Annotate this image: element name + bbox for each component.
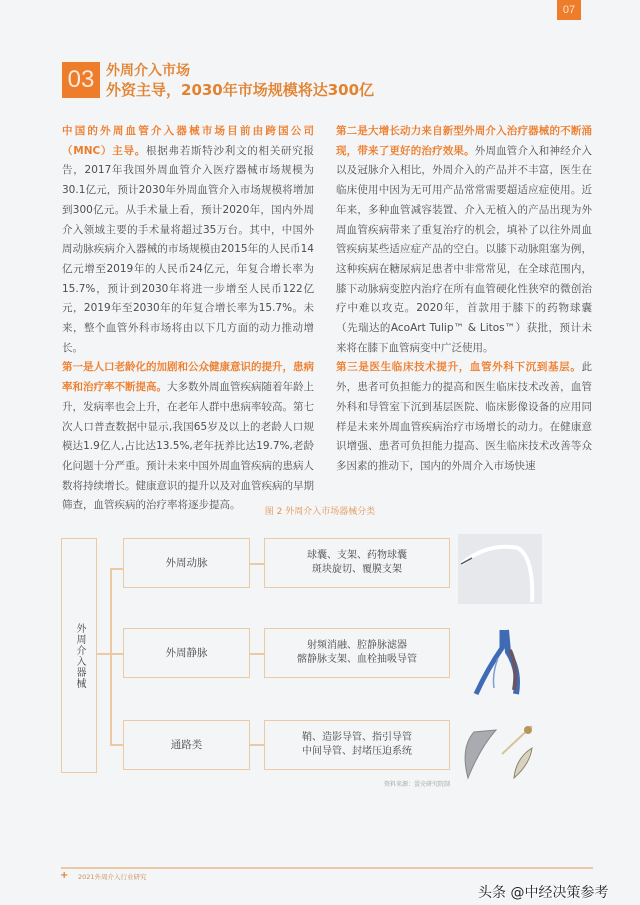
right-paragraph-2 bbox=[336, 358, 592, 476]
items-line: 球囊、支架、药物球囊 bbox=[307, 550, 407, 561]
section-heading bbox=[106, 62, 374, 100]
items-access bbox=[264, 720, 450, 770]
left-column bbox=[62, 122, 314, 516]
category-label: 通路类 bbox=[170, 739, 203, 751]
category-peripheral-vein bbox=[123, 628, 250, 678]
figure-caption: 图 2 外周介入市场器械分类 bbox=[264, 507, 376, 517]
highlight-text: 中国的外周血管介入器械市场目前由跨国公司（MNC）主导。 bbox=[62, 125, 314, 157]
right-paragraph-1 bbox=[336, 122, 592, 358]
body-text: 外周血管介入和神经介入以及冠脉介入相比，外周介入的产品并不丰富，医生在临床使用中因为无可用产品常常需要超适应症使用。近年来，多种血管减容装置、介入无植入的产品出现为外周血管疾病带来了重复治疗的机会，填补了以往外周血管疾病某些适应症产品的空白。以膝下动脉阻塞为例，这种疾病在糖尿病足患者中非常常见，在全球范围内，膝下动脉病变腔内治疗在所有血管硬化性狭窄的微创治疗中难以攻克。2020年，首款用于膝下的药物球囊（先瑞达的AcoArt Tulip™ & Litos™）获批，预计未来将在膝下血管病变中广泛使用。 bbox=[336, 144, 593, 354]
devices-image bbox=[458, 718, 542, 788]
items-peripheral-artery bbox=[264, 538, 450, 588]
source-note: 资料来源：蛋壳研究院制 bbox=[383, 781, 450, 788]
vein-illustration bbox=[458, 628, 542, 698]
highlight-text: 第二是大增长动力来自新型外周介入治疗器械的不断涌现，带来了更好的治疗效果。 bbox=[336, 125, 592, 157]
highlight-text: 第三是医生临床技术提升，血管外科下沉到基层。 bbox=[336, 361, 582, 374]
connector-trunk bbox=[110, 568, 112, 744]
footer-title: 2021外周介入行业研究 bbox=[78, 873, 147, 881]
body-text: 此外，患者可负担能力的提高和医生临床技术改善，血管外科和导管室下沉到基层医院、临床影像设备的应用同样是未来外周血管疾病治疗市场增长的动力。在健康意识增强、患者可负担能力提高、医生临床技术改善等众多因素的推动下，国内的外周介入市场快速 bbox=[336, 361, 592, 472]
connector-line bbox=[110, 653, 123, 655]
body-text: 根据弗若斯特沙利文的相关研究报告，2017年我国外周血管介入医疗器械市场规模为30.1亿元，预计2030年外周血管介入市场规模将增加到300亿元。从手术量上看，预计2020年，国内外周介入领域主要的手术量将超过35万台。其中，中国外周动脉疾病介入器械的市场规模由2015年的人民币14亿元增至2019年的人民币24亿元，年复合增长率为15.7%，预计到2030年将进一步增至人民币122亿元，2019年至2030年的年复合增长率为15.7%。未来，整个血管外科市场将由以下几方面的动力推动增长。 bbox=[62, 144, 315, 354]
body-text: 大多数外周血管疾病随着年龄上升，发病率也会上升，在老年人群中患病率较高。第七次人口普查数据中显示,我国65岁及以上的老龄人口规模达1.9亿人,占比达13.5%,老年抚养比达19.7%,老龄化问题十分严重。预计未来中国外周血管疾病的患病人数将持续增长。健康意识的提升以及对血管疾病的早期筛查，血管疾病的治疗率将逐步提高。 bbox=[62, 381, 314, 512]
section-subtitle: 外资主导，2030年市场规模将达300亿 bbox=[106, 81, 375, 99]
category-label: 外周动脉 bbox=[165, 557, 208, 569]
category-access bbox=[123, 720, 250, 770]
items-line: 斑块旋切、覆膜支架 bbox=[312, 564, 402, 575]
page-number: 07 bbox=[557, 0, 581, 20]
left-paragraph-1 bbox=[62, 122, 314, 358]
right-column bbox=[336, 122, 592, 477]
highlight-text: 第一是人口老龄化的加剧和公众健康意识的提升，患病率和治疗率不断提高。 bbox=[62, 361, 314, 394]
items-line: 鞘、造影导管、指引导管 bbox=[302, 732, 412, 743]
catheter-image bbox=[458, 534, 542, 604]
footer-divider bbox=[61, 867, 593, 869]
section-number-badge: 03 bbox=[62, 62, 100, 98]
items-line: 髂静脉支架、血栓抽吸导管 bbox=[297, 654, 417, 665]
watermark: 头条 @中经决策参考 bbox=[478, 885, 609, 901]
connector-line bbox=[250, 653, 264, 655]
category-label: 外周静脉 bbox=[165, 647, 208, 659]
root-label: 外周介入器械 bbox=[74, 622, 85, 689]
items-line: 中间导管、封堵压迫系统 bbox=[302, 746, 412, 757]
connector-line bbox=[110, 568, 123, 570]
root-node bbox=[61, 538, 97, 773]
plus-icon: + bbox=[60, 870, 69, 881]
connector-line bbox=[250, 744, 264, 746]
category-peripheral-artery bbox=[123, 538, 250, 588]
connector-line bbox=[110, 744, 123, 746]
items-line: 射频消融、腔静脉滤器 bbox=[307, 640, 407, 651]
left-paragraph-2 bbox=[62, 358, 314, 516]
items-peripheral-vein bbox=[264, 628, 450, 678]
connector-line bbox=[97, 653, 110, 655]
connector-line bbox=[250, 563, 264, 565]
section-title: 外周介入市场 bbox=[106, 63, 190, 79]
